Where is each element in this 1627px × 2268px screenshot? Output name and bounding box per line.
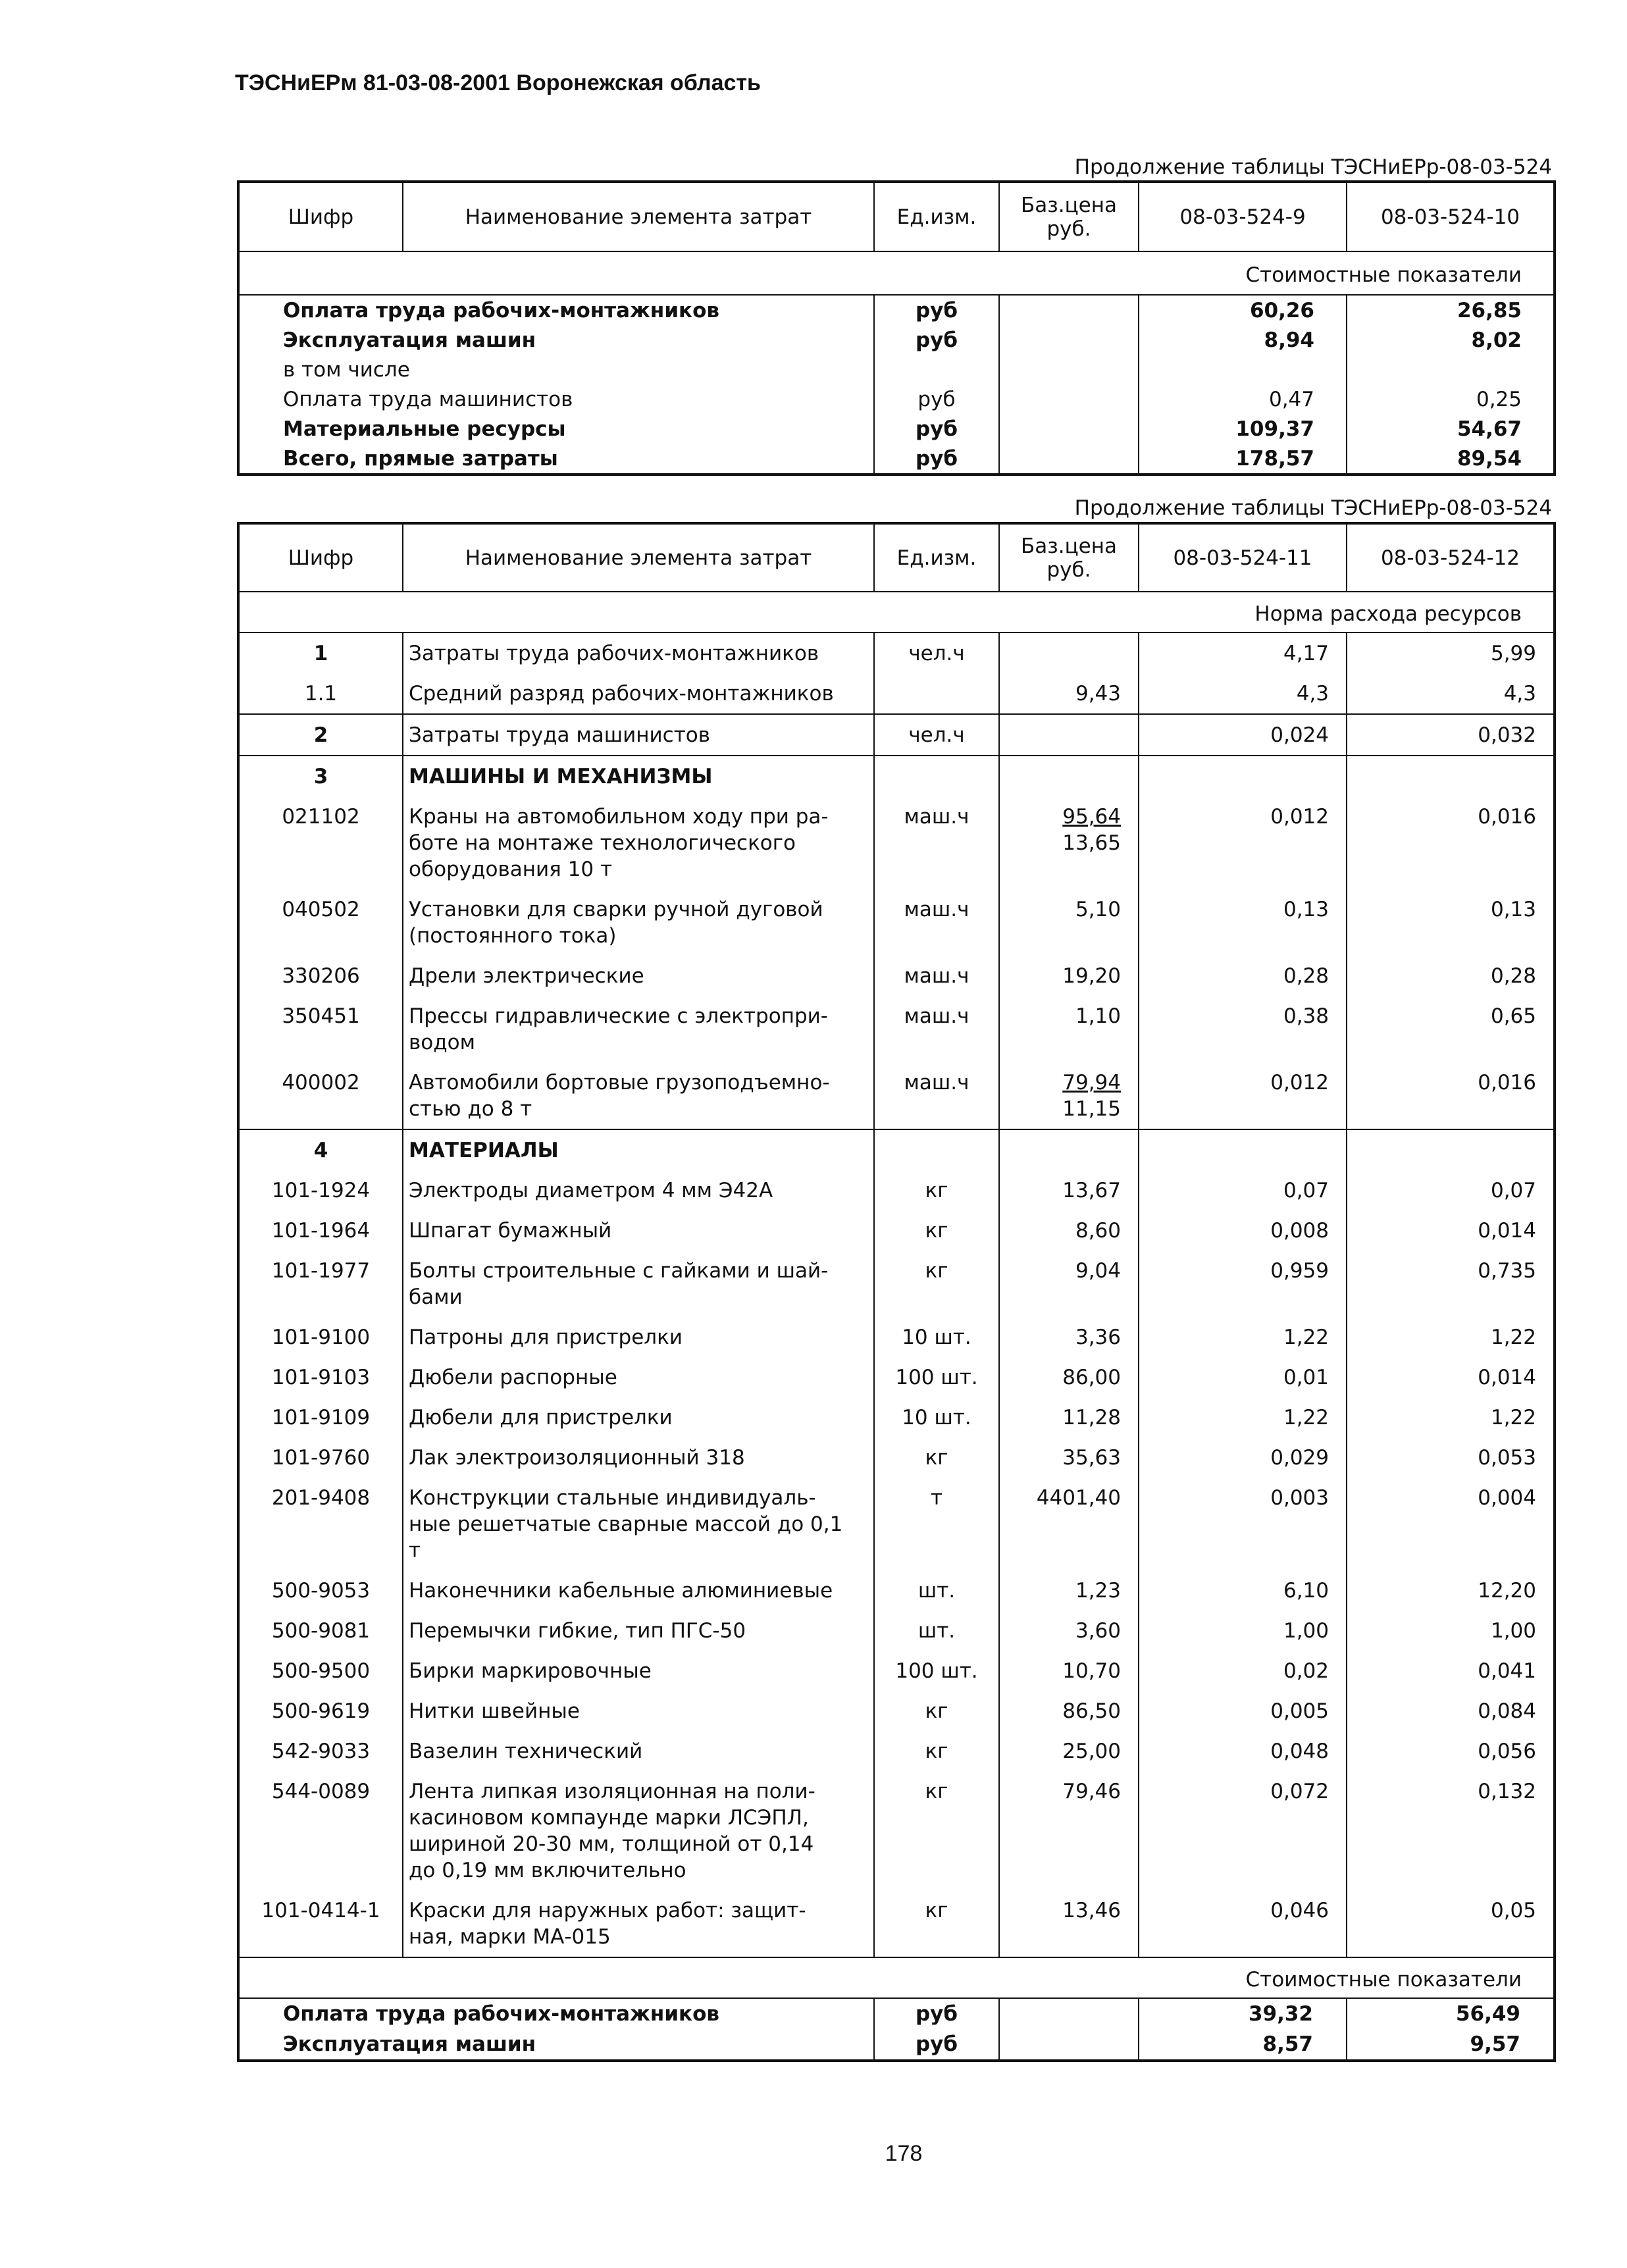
cell-value-1: 0,012 bbox=[1139, 796, 1347, 889]
cell-unit: кг bbox=[874, 1731, 999, 1771]
cell-name: Вазелин технический bbox=[403, 1731, 874, 1771]
cell-unit bbox=[874, 756, 999, 796]
cell-value-1: 0,048 bbox=[1139, 1731, 1347, 1771]
cell-value-2: 5,99 bbox=[1347, 632, 1555, 673]
table-row bbox=[238, 1357, 1555, 1397]
cell-unit: маш.ч bbox=[874, 889, 999, 956]
table-caption: Продолжение таблицы ТЭСНиЕРр-08-03-524 bbox=[1074, 155, 1552, 179]
cost-table-1 bbox=[237, 180, 1556, 476]
group-row bbox=[238, 756, 1555, 796]
cell-unit: 10 шт. bbox=[874, 1397, 999, 1437]
cell-name: Бирки маркировочные bbox=[403, 1651, 874, 1691]
table-row bbox=[238, 1890, 1555, 1957]
cell-value-1: 0,47 bbox=[1139, 384, 1347, 414]
price-value: 95,64 bbox=[1062, 805, 1121, 829]
cell-value-2: 0,05 bbox=[1347, 1890, 1555, 1957]
table-row bbox=[238, 996, 1555, 1062]
cell-code: 4 bbox=[238, 1129, 403, 1170]
cell-value-1: 8,94 bbox=[1139, 325, 1347, 355]
cell-code: 101-1924 bbox=[238, 1170, 403, 1210]
cell-name: Патроны для пристрелки bbox=[403, 1317, 874, 1357]
cell-name: Лак электроизоляционный 318 bbox=[403, 1437, 874, 1478]
cell-name: Оплата труда машинистов bbox=[238, 384, 874, 414]
cell-code: 500-9081 bbox=[238, 1611, 403, 1651]
cell-name: Оплата труда рабочих-монтажников bbox=[238, 1998, 874, 2029]
section-label-row bbox=[238, 1957, 1555, 1998]
cell-name: Электроды диаметром 4 мм Э42А bbox=[403, 1170, 874, 1210]
cell-unit: кг bbox=[874, 1210, 999, 1250]
cell-price bbox=[999, 2029, 1139, 2061]
cell-value-2: 1,00 bbox=[1347, 1611, 1555, 1651]
cell-value-2: 26,85 bbox=[1347, 295, 1555, 325]
cell-value-2: 0,014 bbox=[1347, 1210, 1555, 1250]
cell-value-1 bbox=[1139, 355, 1347, 384]
resource-table-2 bbox=[237, 522, 1556, 2062]
cell-name: Установки для сварки ручной дуговой (постоянного тока) bbox=[403, 889, 874, 956]
table-header-row bbox=[238, 182, 1555, 251]
cell-value-2 bbox=[1347, 756, 1555, 796]
cell-value-1 bbox=[1139, 756, 1347, 796]
table-row bbox=[238, 1250, 1555, 1317]
table-row bbox=[238, 714, 1555, 756]
cell-value-2: 0,053 bbox=[1347, 1437, 1555, 1478]
cell-price: 11,28 bbox=[999, 1397, 1139, 1437]
cell-price bbox=[999, 1129, 1139, 1170]
column-header-price: Баз.цена руб. bbox=[999, 182, 1139, 251]
cell-price: 13,46 bbox=[999, 1890, 1139, 1957]
cell-unit: кг bbox=[874, 1691, 999, 1731]
section-label: Норма расхода ресурсов bbox=[238, 592, 1555, 632]
cell-name: Оплата труда рабочих-монтажников bbox=[238, 295, 874, 325]
cell-name: Шпагат бумажный bbox=[403, 1210, 874, 1250]
cell-code: 350451 bbox=[238, 996, 403, 1062]
cell-value-2: 0,25 bbox=[1347, 384, 1555, 414]
table-row bbox=[238, 1170, 1555, 1210]
table-row bbox=[238, 325, 1555, 355]
cell-value-2 bbox=[1347, 1129, 1555, 1170]
table-header-row bbox=[238, 523, 1555, 592]
column-header-variant-1: 08-03-524-9 bbox=[1139, 182, 1347, 251]
cell-value-1: 0,003 bbox=[1139, 1478, 1347, 1570]
cell-price bbox=[999, 1998, 1139, 2029]
cell-name: Краски для наружных работ: защит- ная, марки МА-015 bbox=[403, 1890, 874, 1957]
cell-price: 79,46 bbox=[999, 1771, 1139, 1890]
cell-name: Болты строительные с гайками и шай- бами bbox=[403, 1250, 874, 1317]
cell-unit: кг bbox=[874, 1437, 999, 1478]
cell-value-1: 8,57 bbox=[1139, 2029, 1347, 2061]
cell-value-2: 0,65 bbox=[1347, 996, 1555, 1062]
cell-name: Всего, прямые затраты bbox=[238, 444, 874, 475]
column-header-variant-2: 08-03-524-10 bbox=[1347, 182, 1555, 251]
table-row bbox=[238, 1062, 1555, 1129]
cell-value-2: 0,13 bbox=[1347, 889, 1555, 956]
column-header-variant-2: 08-03-524-12 bbox=[1347, 523, 1555, 592]
cell-value-2: 9,57 bbox=[1347, 2029, 1555, 2061]
table-row bbox=[238, 1570, 1555, 1611]
cell-value-1: 178,57 bbox=[1139, 444, 1347, 475]
cell-code: 101-9109 bbox=[238, 1397, 403, 1437]
cell-unit: руб bbox=[874, 384, 999, 414]
cell-price: 25,00 bbox=[999, 1731, 1139, 1771]
cell-name: Материальные ресурсы bbox=[238, 414, 874, 444]
cell-code: 101-9100 bbox=[238, 1317, 403, 1357]
table-row bbox=[238, 1731, 1555, 1771]
cell-value-2: 12,20 bbox=[1347, 1570, 1555, 1611]
cell-unit: 100 шт. bbox=[874, 1357, 999, 1397]
cell-name: Затраты труда машинистов bbox=[403, 714, 874, 756]
price-sub-value: 13,65 bbox=[1062, 831, 1121, 855]
cell-value-1: 0,07 bbox=[1139, 1170, 1347, 1210]
cell-price bbox=[999, 444, 1139, 475]
cell-value-2: 0,735 bbox=[1347, 1250, 1555, 1317]
table-row bbox=[238, 1437, 1555, 1478]
cell-name: Дюбели распорные bbox=[403, 1357, 874, 1397]
table-row bbox=[238, 956, 1555, 996]
cell-price bbox=[999, 714, 1139, 756]
cell-unit: 10 шт. bbox=[874, 1317, 999, 1357]
cell-unit: маш.ч bbox=[874, 996, 999, 1062]
cell-value-1: 109,37 bbox=[1139, 414, 1347, 444]
cell-code: 330206 bbox=[238, 956, 403, 996]
column-header-unit: Ед.изм. bbox=[874, 523, 999, 592]
cell-unit: руб bbox=[874, 325, 999, 355]
cell-price bbox=[999, 632, 1139, 673]
cell-value-1: 0,008 bbox=[1139, 1210, 1347, 1250]
cell-value-1: 0,024 bbox=[1139, 714, 1347, 756]
cell-value-1: 0,01 bbox=[1139, 1357, 1347, 1397]
cell-code: 1 bbox=[238, 632, 403, 673]
cell-code: 544-0089 bbox=[238, 1771, 403, 1890]
cell-code: 040502 bbox=[238, 889, 403, 956]
column-header-code: Шифр bbox=[238, 182, 403, 251]
cell-price: 10,70 bbox=[999, 1651, 1139, 1691]
cell-value-2: 0,28 bbox=[1347, 956, 1555, 996]
cell-value-2: 54,67 bbox=[1347, 414, 1555, 444]
section-label-row bbox=[238, 592, 1555, 632]
cell-name: Средний разряд рабочих-монтажников bbox=[403, 673, 874, 714]
cell-code: 101-1964 bbox=[238, 1210, 403, 1250]
cell-name: Наконечники кабельные алюминиевые bbox=[403, 1570, 874, 1611]
section-label-row bbox=[238, 251, 1555, 295]
cell-price: 19,20 bbox=[999, 956, 1139, 996]
cell-price: 1,10 bbox=[999, 996, 1139, 1062]
cell-name: в том числе bbox=[238, 355, 874, 384]
cell-price: 86,50 bbox=[999, 1691, 1139, 1731]
cell-unit: кг bbox=[874, 1890, 999, 1957]
table-row bbox=[238, 1317, 1555, 1357]
cell-unit: кг bbox=[874, 1250, 999, 1317]
cell-name: Прессы гидравлические с электропри- водом bbox=[403, 996, 874, 1062]
cell-price: 9,04 bbox=[999, 1250, 1139, 1317]
cell-value-1: 60,26 bbox=[1139, 295, 1347, 325]
cell-value-1: 4,17 bbox=[1139, 632, 1347, 673]
cell-price: 5,10 bbox=[999, 889, 1139, 956]
cell-price bbox=[999, 384, 1139, 414]
cell-value-1: 0,005 bbox=[1139, 1691, 1347, 1731]
table-row bbox=[238, 1771, 1555, 1890]
cell-unit: маш.ч bbox=[874, 796, 999, 889]
cell-unit: руб bbox=[874, 414, 999, 444]
cell-unit: т bbox=[874, 1478, 999, 1570]
cell-name: МАШИНЫ И МЕХАНИЗМЫ bbox=[403, 756, 874, 796]
table-row bbox=[238, 295, 1555, 325]
cell-value-2: 0,004 bbox=[1347, 1478, 1555, 1570]
price-sub-value: 11,15 bbox=[1062, 1097, 1121, 1121]
cell-code: 542-9033 bbox=[238, 1731, 403, 1771]
table-row bbox=[238, 414, 1555, 444]
table-row bbox=[238, 632, 1555, 673]
cell-value-1: 0,28 bbox=[1139, 956, 1347, 996]
page-number: 178 bbox=[885, 2141, 923, 2166]
cell-unit: руб bbox=[874, 2029, 999, 2061]
cell-value-2: 0,016 bbox=[1347, 1062, 1555, 1129]
table-row bbox=[238, 1651, 1555, 1691]
cell-price bbox=[999, 1062, 1139, 1129]
cell-price bbox=[999, 295, 1139, 325]
cell-code: 500-9619 bbox=[238, 1691, 403, 1731]
cell-value-1: 0,046 bbox=[1139, 1890, 1347, 1957]
cell-value-2: 0,084 bbox=[1347, 1691, 1555, 1731]
cell-name: Лента липкая изоляционная на поли- касиновом компаунде марки ЛСЭПЛ, шириной 20-30 мм, толщиной от 0,14 до 0,19 мм включительно bbox=[403, 1771, 874, 1890]
cell-price: 8,60 bbox=[999, 1210, 1139, 1250]
cell-unit: чел.ч bbox=[874, 632, 999, 673]
cost-row bbox=[238, 2029, 1555, 2061]
table-row bbox=[238, 444, 1555, 475]
cell-price bbox=[999, 325, 1139, 355]
cell-value-2: 8,02 bbox=[1347, 325, 1555, 355]
table-row bbox=[238, 1210, 1555, 1250]
cell-code: 3 bbox=[238, 756, 403, 796]
cell-name: Дрели электрические bbox=[403, 956, 874, 996]
cell-value-2: 0,041 bbox=[1347, 1651, 1555, 1691]
cell-value-1: 0,012 bbox=[1139, 1062, 1347, 1129]
cell-price bbox=[999, 414, 1139, 444]
cell-name: Затраты труда рабочих-монтажников bbox=[403, 632, 874, 673]
cell-value-2: 56,49 bbox=[1347, 1998, 1555, 2029]
price-value: 79,94 bbox=[1062, 1071, 1121, 1095]
cell-unit: кг bbox=[874, 1771, 999, 1890]
table-row bbox=[238, 673, 1555, 714]
table-row bbox=[238, 889, 1555, 956]
cell-value-2: 1,22 bbox=[1347, 1397, 1555, 1437]
cell-value-2: 0,132 bbox=[1347, 1771, 1555, 1890]
cell-unit bbox=[874, 1129, 999, 1170]
cell-unit: шт. bbox=[874, 1611, 999, 1651]
cell-name: МАТЕРИАЛЫ bbox=[403, 1129, 874, 1170]
cell-value-1: 0,02 bbox=[1139, 1651, 1347, 1691]
section-label: Стоимостные показатели bbox=[238, 1957, 1555, 1998]
cell-value-1: 39,32 bbox=[1139, 1998, 1347, 2029]
cell-value-2 bbox=[1347, 355, 1555, 384]
cell-value-1: 1,00 bbox=[1139, 1611, 1347, 1651]
cell-code: 201-9408 bbox=[238, 1478, 403, 1570]
table-row bbox=[238, 384, 1555, 414]
cell-price: 86,00 bbox=[999, 1357, 1139, 1397]
cell-code: 400002 bbox=[238, 1062, 403, 1129]
table-row bbox=[238, 1691, 1555, 1731]
cell-name: Дюбели для пристрелки bbox=[403, 1397, 874, 1437]
cell-value-2: 0,016 bbox=[1347, 796, 1555, 889]
cell-code: 101-0414-1 bbox=[238, 1890, 403, 1957]
cell-value-1 bbox=[1139, 1129, 1347, 1170]
cell-name: Эксплуатация машин bbox=[238, 2029, 874, 2061]
cell-unit: кг bbox=[874, 1170, 999, 1210]
cell-price: 1,23 bbox=[999, 1570, 1139, 1611]
cell-value-2: 0,032 bbox=[1347, 714, 1555, 756]
cell-code: 101-9760 bbox=[238, 1437, 403, 1478]
group-row bbox=[238, 1129, 1555, 1170]
cell-price: 3,36 bbox=[999, 1317, 1139, 1357]
cell-name: Конструкции стальные индивидуаль- ные решетчатые сварные массой до 0,1 т bbox=[403, 1478, 874, 1570]
cell-unit: маш.ч bbox=[874, 1062, 999, 1129]
cell-value-1: 0,38 bbox=[1139, 996, 1347, 1062]
cell-unit: шт. bbox=[874, 1570, 999, 1611]
cell-unit: чел.ч bbox=[874, 714, 999, 756]
section-label: Стоимостные показатели bbox=[238, 251, 1555, 295]
cell-name: Перемычки гибкие, тип ПГС-50 bbox=[403, 1611, 874, 1651]
cell-price bbox=[999, 756, 1139, 796]
cell-code: 101-1977 bbox=[238, 1250, 403, 1317]
cell-unit: руб bbox=[874, 295, 999, 325]
column-header-variant-1: 08-03-524-11 bbox=[1139, 523, 1347, 592]
cell-code: 500-9053 bbox=[238, 1570, 403, 1611]
column-header-price: Баз.цена руб. bbox=[999, 523, 1139, 592]
cell-value-1: 0,029 bbox=[1139, 1437, 1347, 1478]
cell-unit bbox=[874, 673, 999, 714]
cell-price: 9,43 bbox=[999, 673, 1139, 714]
column-header-name: Наименование элемента затрат bbox=[403, 523, 874, 592]
table-row bbox=[238, 1611, 1555, 1651]
cell-unit: руб bbox=[874, 444, 999, 475]
table-row bbox=[238, 796, 1555, 889]
cell-value-1: 1,22 bbox=[1139, 1317, 1347, 1357]
table-row bbox=[238, 1397, 1555, 1437]
cell-price bbox=[999, 355, 1139, 384]
cell-value-2: 0,014 bbox=[1347, 1357, 1555, 1397]
cell-unit: руб bbox=[874, 1998, 999, 2029]
cell-code: 2 bbox=[238, 714, 403, 756]
cell-value-2: 89,54 bbox=[1347, 444, 1555, 475]
cell-price: 13,67 bbox=[999, 1170, 1139, 1210]
column-header-name: Наименование элемента затрат bbox=[403, 182, 874, 251]
cell-value-1: 0,072 bbox=[1139, 1771, 1347, 1890]
cell-name: Краны на автомобильном ходу при ра- боте на монтаже технологического оборудования 10 т bbox=[403, 796, 874, 889]
table-row bbox=[238, 1478, 1555, 1570]
column-header-code: Шифр bbox=[238, 523, 403, 592]
cell-code: 1.1 bbox=[238, 673, 403, 714]
cell-value-2: 4,3 bbox=[1347, 673, 1555, 714]
cell-value-1: 0,959 bbox=[1139, 1250, 1347, 1317]
column-header-unit: Ед.изм. bbox=[874, 182, 999, 251]
cell-price bbox=[999, 796, 1139, 889]
cell-price: 35,63 bbox=[999, 1437, 1139, 1478]
cell-unit: 100 шт. bbox=[874, 1651, 999, 1691]
cell-unit bbox=[874, 355, 999, 384]
table-caption: Продолжение таблицы ТЭСНиЕРр-08-03-524 bbox=[1074, 496, 1552, 520]
page-title: ТЭСНиЕРм 81-03-08-2001 Воронежская область bbox=[235, 70, 761, 95]
cell-price: 4401,40 bbox=[999, 1478, 1139, 1570]
cost-row bbox=[238, 1998, 1555, 2029]
table-row bbox=[238, 355, 1555, 384]
cell-value-1: 1,22 bbox=[1139, 1397, 1347, 1437]
cell-code: 500-9500 bbox=[238, 1651, 403, 1691]
cell-value-1: 6,10 bbox=[1139, 1570, 1347, 1611]
cell-name: Автомобили бортовые грузоподъемно- стью до 8 т bbox=[403, 1062, 874, 1129]
cell-price: 3,60 bbox=[999, 1611, 1139, 1651]
cell-name: Эксплуатация машин bbox=[238, 325, 874, 355]
cell-code: 021102 bbox=[238, 796, 403, 889]
cell-unit: маш.ч bbox=[874, 956, 999, 996]
cell-code: 101-9103 bbox=[238, 1357, 403, 1397]
cell-value-2: 1,22 bbox=[1347, 1317, 1555, 1357]
cell-value-2: 0,056 bbox=[1347, 1731, 1555, 1771]
cell-value-1: 4,3 bbox=[1139, 673, 1347, 714]
cell-name: Нитки швейные bbox=[403, 1691, 874, 1731]
cell-value-1: 0,13 bbox=[1139, 889, 1347, 956]
cell-value-2: 0,07 bbox=[1347, 1170, 1555, 1210]
